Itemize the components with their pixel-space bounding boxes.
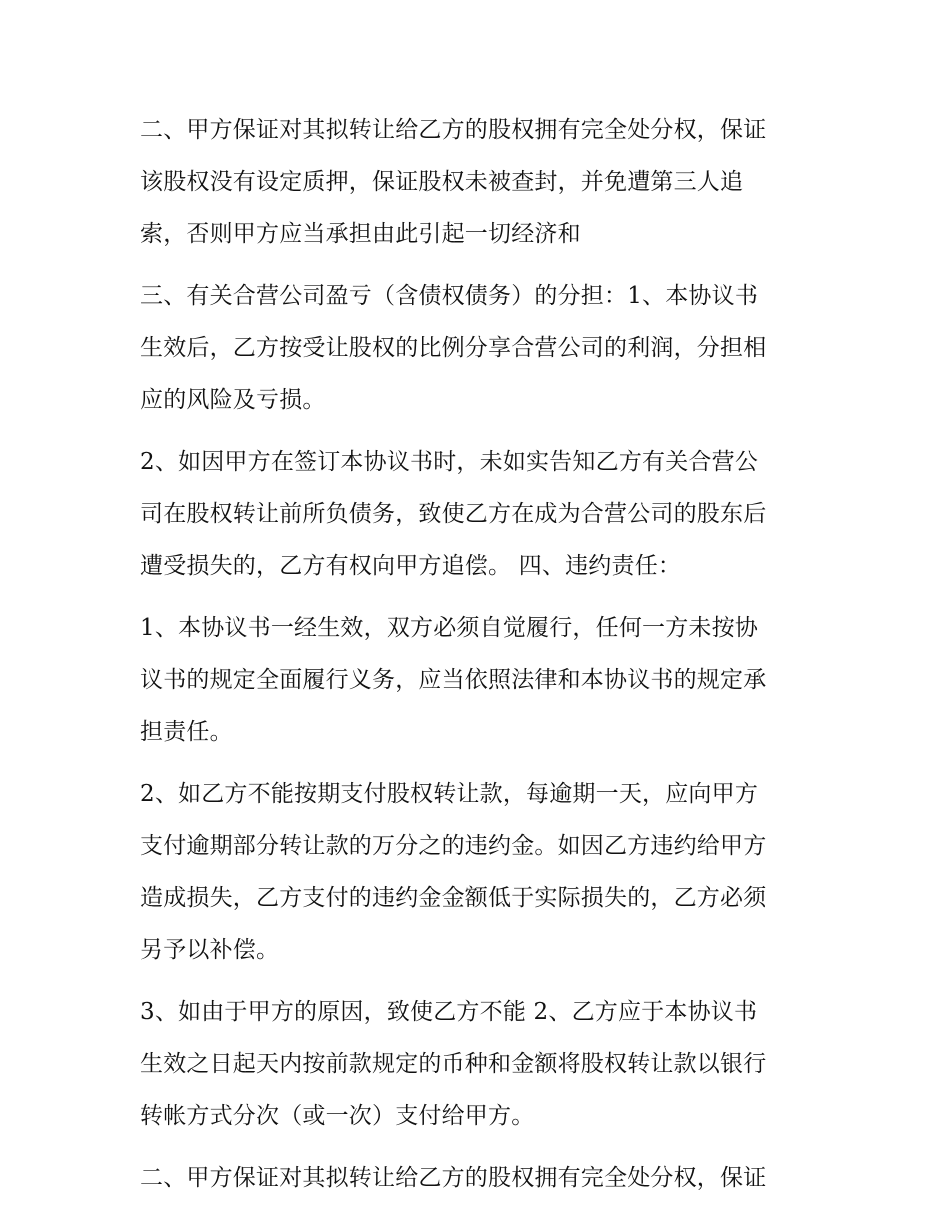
text-line: 遭受损失的，乙方有权向甲方追偿。 四、违约责任： (140, 553, 682, 579)
text-line: 司在股权转让前所负债务，致使乙方在成为合营公司的股东后 (140, 501, 767, 527)
text-line: 三、有关合营公司盈亏（含债权债务）的分担：1、本协议书 (140, 283, 759, 309)
text-line: 3、如由于甲方的原因，致使乙方不能 2、乙方应于本协议书 (140, 999, 758, 1025)
text-line: 2、如乙方不能按期支付股权转让款，每逾期一天，应向甲方 (140, 781, 759, 807)
paragraph-breach-liability (140, 602, 816, 758)
paragraph-debt-disclosure (140, 436, 816, 592)
text-line: 该股权没有设定质押，保证股权未被查封，并免遭第三人追 (140, 169, 744, 195)
text-line: 索，否则甲方应当承担由此引起一切经济和 (140, 221, 581, 247)
text-line: 支付逾期部分转让款的万分之的违约金。如因乙方违约给甲方 (140, 833, 767, 859)
text-line: 担责任。 (140, 719, 233, 745)
text-line: 另予以补偿。 (140, 937, 280, 963)
paragraph-guarantee-rights-repeat (140, 1152, 816, 1204)
text-line: 应的风险及亏损。 (140, 387, 326, 413)
text-line: 二、甲方保证对其拟转让给乙方的股权拥有完全处分权，保证 (140, 117, 767, 143)
paragraph-payment-terms (140, 986, 816, 1142)
text-line: 2、如因甲方在签订本协议书时，未如实告知乙方有关合营公 (140, 449, 759, 475)
text-line: 二、甲方保证对其拟转让给乙方的股权拥有完全处分权，保证 (140, 1165, 767, 1191)
paragraph-guarantee-rights (140, 104, 816, 260)
paragraph-profit-loss-sharing (140, 270, 816, 426)
paragraph-late-payment (140, 768, 816, 976)
text-line: 生效后，乙方按受让股权的比例分享合营公司的利润，分担相 (140, 335, 767, 361)
text-line: 议书的规定全面履行义务，应当依照法律和本协议书的规定承 (140, 667, 767, 693)
text-line: 1、本协议书一经生效，双方必须自觉履行，任何一方未按协 (140, 615, 759, 641)
text-line: 转帐方式分次（或一次）支付给甲方。 (140, 1103, 535, 1129)
document-body (140, 104, 816, 1204)
text-line: 生效之日起天内按前款规定的币种和金额将股权转让款以银行 (140, 1051, 767, 1077)
text-line: 造成损失，乙方支付的违约金金额低于实际损失的，乙方必须 (140, 885, 767, 911)
